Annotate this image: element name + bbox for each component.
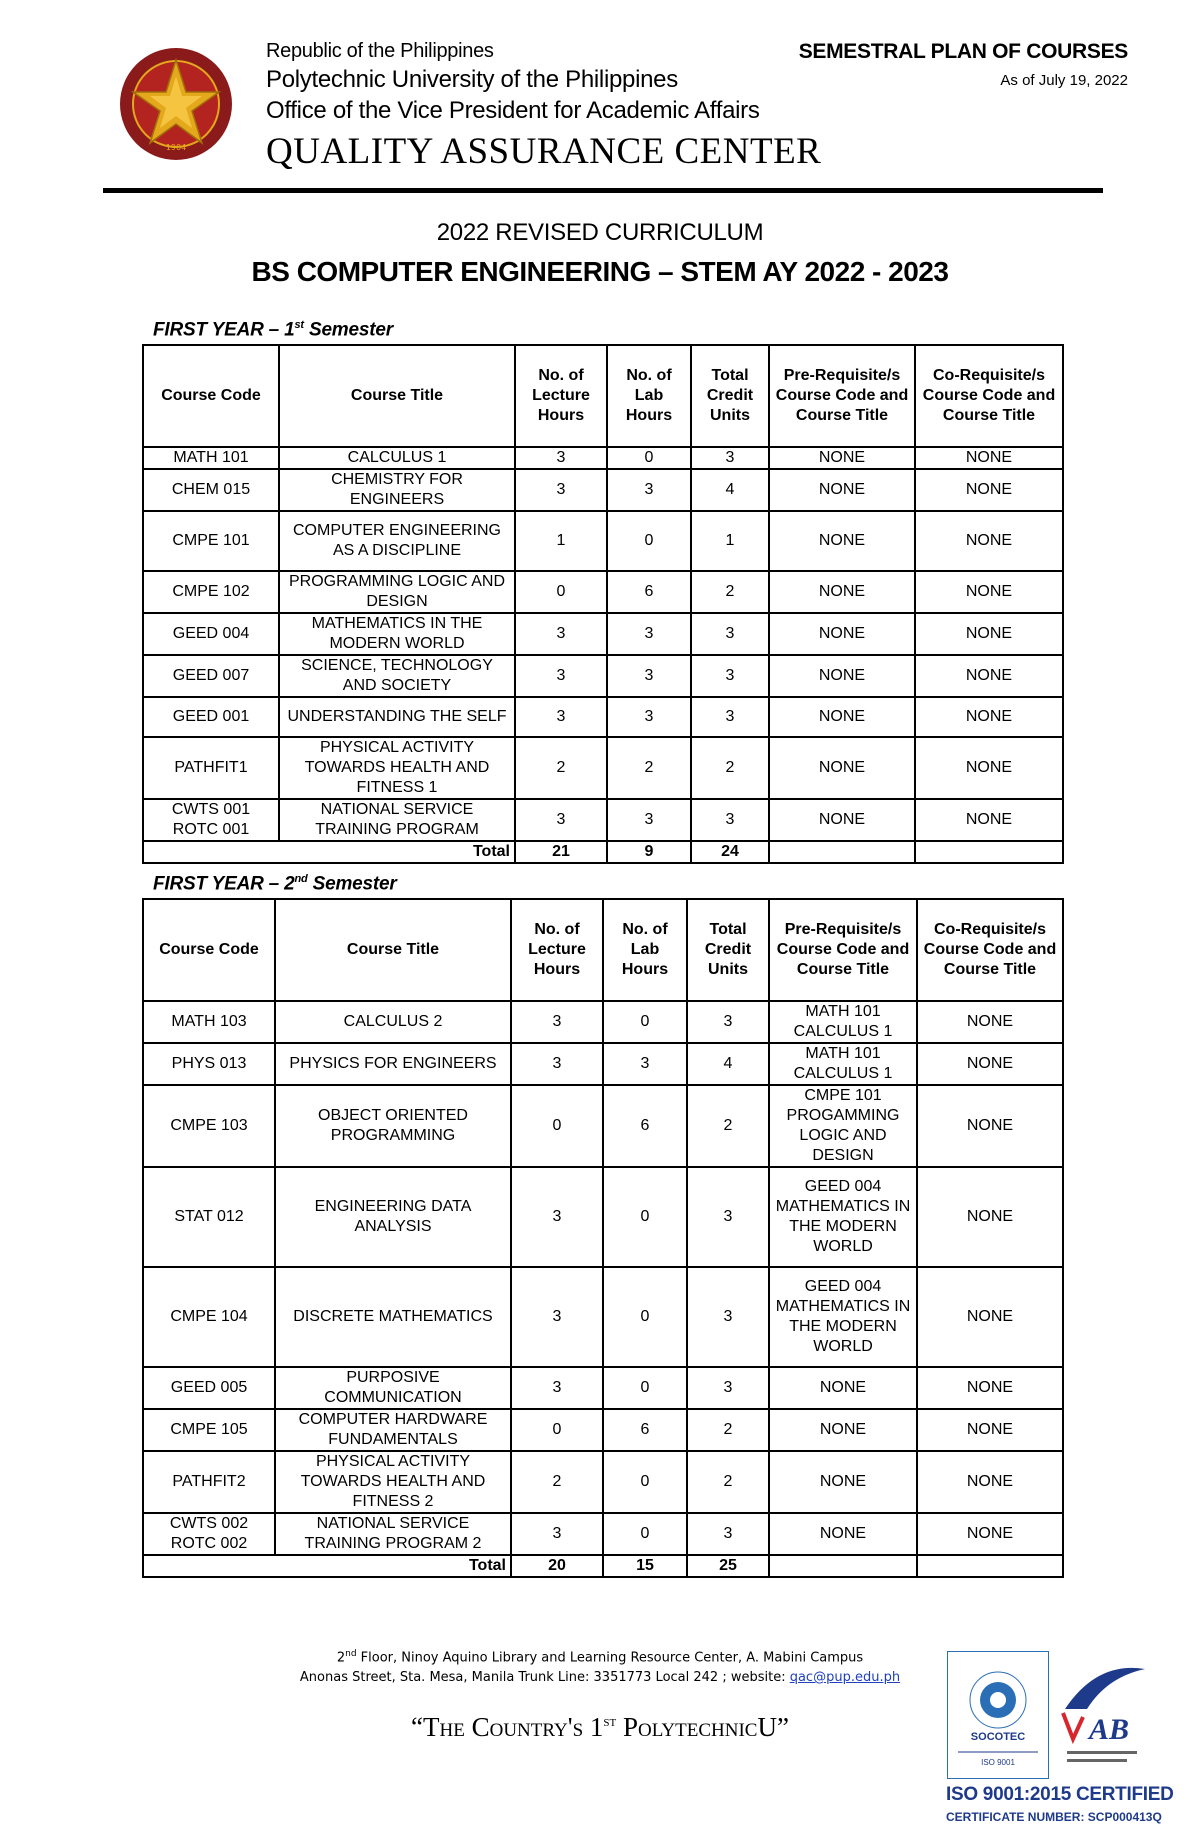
seal-year: 1904	[165, 143, 187, 152]
col-course-title: Course Title	[275, 899, 511, 1001]
cell-corequisites: NONE	[915, 571, 1063, 613]
header-divider	[103, 188, 1103, 193]
cell-lecture-hours: 3	[511, 1001, 603, 1043]
socotec-text: SOCOTEC	[970, 1731, 1026, 1743]
cell-course-title: PURPOSIVE COMMUNICATION	[275, 1367, 511, 1409]
cell-credit-units: 3	[691, 799, 769, 841]
cell-corequisites: NONE	[915, 447, 1063, 469]
cell-prerequisites: NONE	[769, 571, 915, 613]
col-credit-units: Total Credit Units	[691, 345, 769, 447]
cell-credit-units: 3	[687, 1513, 769, 1555]
sem1-body	[143, 447, 1063, 863]
cell-course-code: GEED 001	[143, 697, 279, 737]
total-row	[143, 841, 1063, 863]
as-of-date: As of July 19, 2022	[1000, 72, 1128, 89]
cell-course-code: CHEM 015	[143, 469, 279, 511]
cell-course-title: PHYSICS FOR ENGINEERS	[275, 1043, 511, 1085]
footer-address-line1: 2nd Floor, Ninoy Aquino Library and Learning Resource Center, A. Mabini Campus	[336, 1649, 864, 1666]
cell-credit-units: 2	[687, 1085, 769, 1167]
cell-lecture-hours: 2	[511, 1451, 603, 1513]
sem2-body	[143, 1001, 1063, 1577]
cell-credit-units: 3	[691, 447, 769, 469]
cell-corequisites: NONE	[917, 1085, 1063, 1167]
cell-course-title: SCIENCE, TECHNOLOGY AND SOCIETY	[279, 655, 515, 697]
cell-course-title: NATIONAL SERVICE TRAINING PROGRAM	[279, 799, 515, 841]
course-row	[143, 511, 1063, 571]
cell-credit-units: 2	[691, 571, 769, 613]
sem1-label: FIRST YEAR – 1st Semester	[153, 319, 393, 341]
cell-corequisites: NONE	[917, 1043, 1063, 1085]
col-course-code: Course Code	[143, 899, 275, 1001]
course-row	[143, 1267, 1063, 1367]
total-lecture-hours: 21	[515, 841, 607, 863]
cell-lecture-hours: 3	[511, 1367, 603, 1409]
cell-lab-hours: 3	[607, 613, 691, 655]
cell-prerequisites: NONE	[769, 1409, 917, 1451]
iso-certified-text: ISO 9001:2015 CERTIFIED	[946, 1784, 1174, 1805]
cell-lecture-hours: 3	[511, 1167, 603, 1267]
cell-lecture-hours: 1	[515, 511, 607, 571]
course-row	[143, 1085, 1063, 1167]
cell-course-code: CMPE 103	[143, 1085, 275, 1167]
cell-credit-units: 3	[687, 1367, 769, 1409]
total-credit-units: 25	[687, 1555, 769, 1577]
cell-credit-units: 3	[687, 1267, 769, 1367]
total-row	[143, 1555, 1063, 1577]
col-lecture-hours: No. of Lecture Hours	[515, 345, 607, 447]
cell-prerequisites: NONE	[769, 799, 915, 841]
cell-credit-units: 2	[687, 1409, 769, 1451]
cell-credit-units: 4	[691, 469, 769, 511]
cell-prerequisites: NONE	[769, 447, 915, 469]
cell-course-title: OBJECT ORIENTED PROGRAMMING	[275, 1085, 511, 1167]
cell-course-code: CMPE 105	[143, 1409, 275, 1451]
cell-lab-hours: 3	[607, 697, 691, 737]
cell-prerequisites: NONE	[769, 613, 915, 655]
cell-prerequisites: MATH 101 CALCULUS 1	[769, 1043, 917, 1085]
cell-lab-hours: 0	[603, 1001, 687, 1043]
cell-prerequisites: NONE	[769, 1367, 917, 1409]
cell-lab-hours: 0	[603, 1167, 687, 1267]
cell-credit-units: 2	[687, 1451, 769, 1513]
cell-course-title: PROGRAMMING LOGIC AND DESIGN	[279, 571, 515, 613]
cell-lecture-hours: 3	[515, 447, 607, 469]
cell-lecture-hours: 3	[515, 799, 607, 841]
sem2-table	[142, 898, 1064, 1578]
col-lab-hours: No. of Lab Hours	[603, 899, 687, 1001]
cell-credit-units: 4	[687, 1043, 769, 1085]
cell-credit-units: 3	[687, 1167, 769, 1267]
plan-title: SEMESTRAL PLAN OF COURSES	[798, 40, 1128, 63]
cell-course-code: PATHFIT1	[143, 737, 279, 799]
cell-lab-hours: 0	[603, 1451, 687, 1513]
course-row	[143, 1513, 1063, 1555]
cell-lecture-hours: 2	[515, 737, 607, 799]
course-row	[143, 697, 1063, 737]
motto: “The Country's 1st PolytechnicU”	[411, 1712, 789, 1742]
cell-course-title: PHYSICAL ACTIVITY TOWARDS HEALTH AND FITNESS 2	[275, 1451, 511, 1513]
cell-prerequisites: NONE	[769, 655, 915, 697]
sem1-table	[142, 344, 1064, 864]
cell-lab-hours: 0	[603, 1367, 687, 1409]
iso-small-text: ISO 9001	[981, 1758, 1015, 1767]
cell-course-code: MATH 103	[143, 1001, 275, 1043]
cell-prerequisites: MATH 101 CALCULUS 1	[769, 1001, 917, 1043]
course-row	[143, 1043, 1063, 1085]
cell-corequisites: NONE	[915, 511, 1063, 571]
course-row	[143, 613, 1063, 655]
col-credit-units: Total Credit Units	[687, 899, 769, 1001]
cell-lab-hours: 6	[603, 1409, 687, 1451]
cell-course-code: CWTS 002 ROTC 002	[143, 1513, 275, 1555]
cell-lecture-hours: 0	[511, 1409, 603, 1451]
col-course-title: Course Title	[279, 345, 515, 447]
cell-course-code: CMPE 101	[143, 511, 279, 571]
republic-text: Republic of the Philippines	[266, 40, 494, 62]
cell-lecture-hours: 3	[515, 469, 607, 511]
office-name: Office of the Vice President for Academic Affairs	[266, 97, 760, 124]
cell-corequisites: NONE	[915, 697, 1063, 737]
cell-prerequisites: NONE	[769, 737, 915, 799]
cell-corequisites: NONE	[915, 799, 1063, 841]
cell-corequisites: NONE	[915, 655, 1063, 697]
sem2-header-row	[143, 899, 1063, 1001]
col-lab-hours: No. of Lab Hours	[607, 345, 691, 447]
cell-course-code: GEED 004	[143, 613, 279, 655]
course-row	[143, 1367, 1063, 1409]
course-row	[143, 447, 1063, 469]
cell-course-title: CHEMISTRY FOR ENGINEERS	[279, 469, 515, 511]
email-link[interactable]: qac@pup.edu.ph	[789, 1670, 901, 1685]
cell-lab-hours: 3	[603, 1043, 687, 1085]
cell-prerequisites: NONE	[769, 1513, 917, 1555]
certificate-number: CERTIFICATE NUMBER: SCP000413Q	[946, 1810, 1162, 1824]
center-name: QUALITY ASSURANCE CENTER	[266, 131, 822, 172]
course-row	[143, 799, 1063, 841]
course-row	[143, 1451, 1063, 1513]
cell-lecture-hours: 3	[511, 1513, 603, 1555]
cell-lab-hours: 0	[607, 511, 691, 571]
cell-course-code: CMPE 104	[143, 1267, 275, 1367]
cell-lecture-hours: 0	[515, 571, 607, 613]
cell-course-title: COMPUTER HARDWARE FUNDAMENTALS	[275, 1409, 511, 1451]
cell-corequisites: NONE	[917, 1001, 1063, 1043]
cell-corequisites: NONE	[915, 469, 1063, 511]
cell-course-code: GEED 007	[143, 655, 279, 697]
cell-lab-hours: 2	[607, 737, 691, 799]
total-empty-cell	[915, 841, 1063, 863]
cell-corequisites: NONE	[917, 1267, 1063, 1367]
course-row	[143, 571, 1063, 613]
program-title: BS COMPUTER ENGINEERING – STEM AY 2022 - 2023	[251, 256, 949, 287]
cell-lab-hours: 3	[607, 469, 691, 511]
socotec-logo-icon	[948, 1652, 1048, 1778]
course-row	[143, 737, 1063, 799]
col-prerequisites: Pre-Requisite/s Course Code and Course Title	[769, 899, 917, 1001]
cell-corequisites: NONE	[917, 1451, 1063, 1513]
total-label: Total	[143, 841, 515, 863]
cell-course-title: NATIONAL SERVICE TRAINING PROGRAM 2	[275, 1513, 511, 1555]
cell-lab-hours: 3	[607, 799, 691, 841]
col-course-code: Course Code	[143, 345, 279, 447]
total-label: Total	[143, 1555, 511, 1577]
col-lecture-hours: No. of Lecture Hours	[511, 899, 603, 1001]
total-empty-cell	[769, 841, 915, 863]
cell-lecture-hours: 0	[511, 1085, 603, 1167]
curriculum-title: 2022 REVISED CURRICULUM	[436, 219, 764, 246]
cell-prerequisites: NONE	[769, 1451, 917, 1513]
total-credit-units: 24	[691, 841, 769, 863]
cell-lecture-hours: 3	[515, 655, 607, 697]
cell-prerequisites: NONE	[769, 697, 915, 737]
total-lab-hours: 15	[603, 1555, 687, 1577]
total-empty-cell	[769, 1555, 917, 1577]
cell-course-code: CWTS 001 ROTC 001	[143, 799, 279, 841]
cell-prerequisites: NONE	[769, 469, 915, 511]
cell-course-code: STAT 012	[143, 1167, 275, 1267]
cell-course-code: PHYS 013	[143, 1043, 275, 1085]
cell-prerequisites: NONE	[769, 511, 915, 571]
cell-lab-hours: 3	[607, 655, 691, 697]
cell-course-code: CMPE 102	[143, 571, 279, 613]
cell-lab-hours: 6	[603, 1085, 687, 1167]
cell-corequisites: NONE	[915, 613, 1063, 655]
cell-corequisites: NONE	[917, 1367, 1063, 1409]
cell-lab-hours: 0	[607, 447, 691, 469]
university-name: Polytechnic University of the Philippines	[266, 66, 678, 93]
pup-seal-logo	[118, 46, 234, 162]
cell-course-title: MATHEMATICS IN THE MODERN WORLD	[279, 613, 515, 655]
cell-corequisites: NONE	[917, 1513, 1063, 1555]
cell-credit-units: 3	[687, 1001, 769, 1043]
cell-course-title: UNDERSTANDING THE SELF	[279, 697, 515, 737]
cell-course-title: COMPUTER ENGINEERING AS A DISCIPLINE	[279, 511, 515, 571]
cell-course-code: MATH 101	[143, 447, 279, 469]
cell-lab-hours: 0	[603, 1267, 687, 1367]
total-lab-hours: 9	[607, 841, 691, 863]
cell-corequisites: NONE	[917, 1167, 1063, 1267]
course-row	[143, 469, 1063, 511]
cell-lecture-hours: 3	[511, 1043, 603, 1085]
cell-lecture-hours: 3	[511, 1267, 603, 1367]
course-row	[143, 1001, 1063, 1043]
sem1-header-row	[143, 345, 1063, 447]
cell-lab-hours: 6	[607, 571, 691, 613]
ukas-accreditation-icon	[1057, 1651, 1147, 1777]
cell-course-title: CALCULUS 1	[279, 447, 515, 469]
course-row	[143, 1409, 1063, 1451]
total-empty-cell	[917, 1555, 1063, 1577]
cell-course-title: PHYSICAL ACTIVITY TOWARDS HEALTH AND FITNESS 1	[279, 737, 515, 799]
cell-credit-units: 1	[691, 511, 769, 571]
cell-prerequisites: GEED 004 MATHEMATICS IN THE MODERN WORLD	[769, 1267, 917, 1367]
col-corequisites: Co-Requisite/s Course Code and Course Title	[915, 345, 1063, 447]
socotec-certification-badge	[947, 1651, 1049, 1779]
cell-credit-units: 3	[691, 655, 769, 697]
cell-course-title: ENGINEERING DATA ANALYSIS	[275, 1167, 511, 1267]
cell-credit-units: 3	[691, 613, 769, 655]
footer-address-line2: Anonas Street, Sta. Mesa, Manila Trunk Line: 3351773 Local 242 ; website: qac@pup.edu.ph	[299, 1670, 901, 1685]
course-row	[143, 655, 1063, 697]
cell-course-title: CALCULUS 2	[275, 1001, 511, 1043]
cell-course-code: PATHFIT2	[143, 1451, 275, 1513]
cell-corequisites: NONE	[915, 737, 1063, 799]
course-row	[143, 1167, 1063, 1267]
cell-credit-units: 2	[691, 737, 769, 799]
total-lecture-hours: 20	[511, 1555, 603, 1577]
cell-lab-hours: 0	[603, 1513, 687, 1555]
cell-prerequisites: CMPE 101 PROGAMMING LOGIC AND DESIGN	[769, 1085, 917, 1167]
cell-lecture-hours: 3	[515, 697, 607, 737]
cell-credit-units: 3	[691, 697, 769, 737]
col-prerequisites: Pre-Requisite/s Course Code and Course Title	[769, 345, 915, 447]
sem2-label: FIRST YEAR – 2nd Semester	[153, 873, 397, 895]
cell-prerequisites: GEED 004 MATHEMATICS IN THE MODERN WORLD	[769, 1167, 917, 1267]
cell-course-code: GEED 005	[143, 1367, 275, 1409]
ukas-brand-text: AB	[1088, 1713, 1130, 1746]
cell-corequisites: NONE	[917, 1409, 1063, 1451]
cell-course-title: DISCRETE MATHEMATICS	[275, 1267, 511, 1367]
cell-lecture-hours: 3	[515, 613, 607, 655]
col-corequisites: Co-Requisite/s Course Code and Course Title	[917, 899, 1063, 1001]
